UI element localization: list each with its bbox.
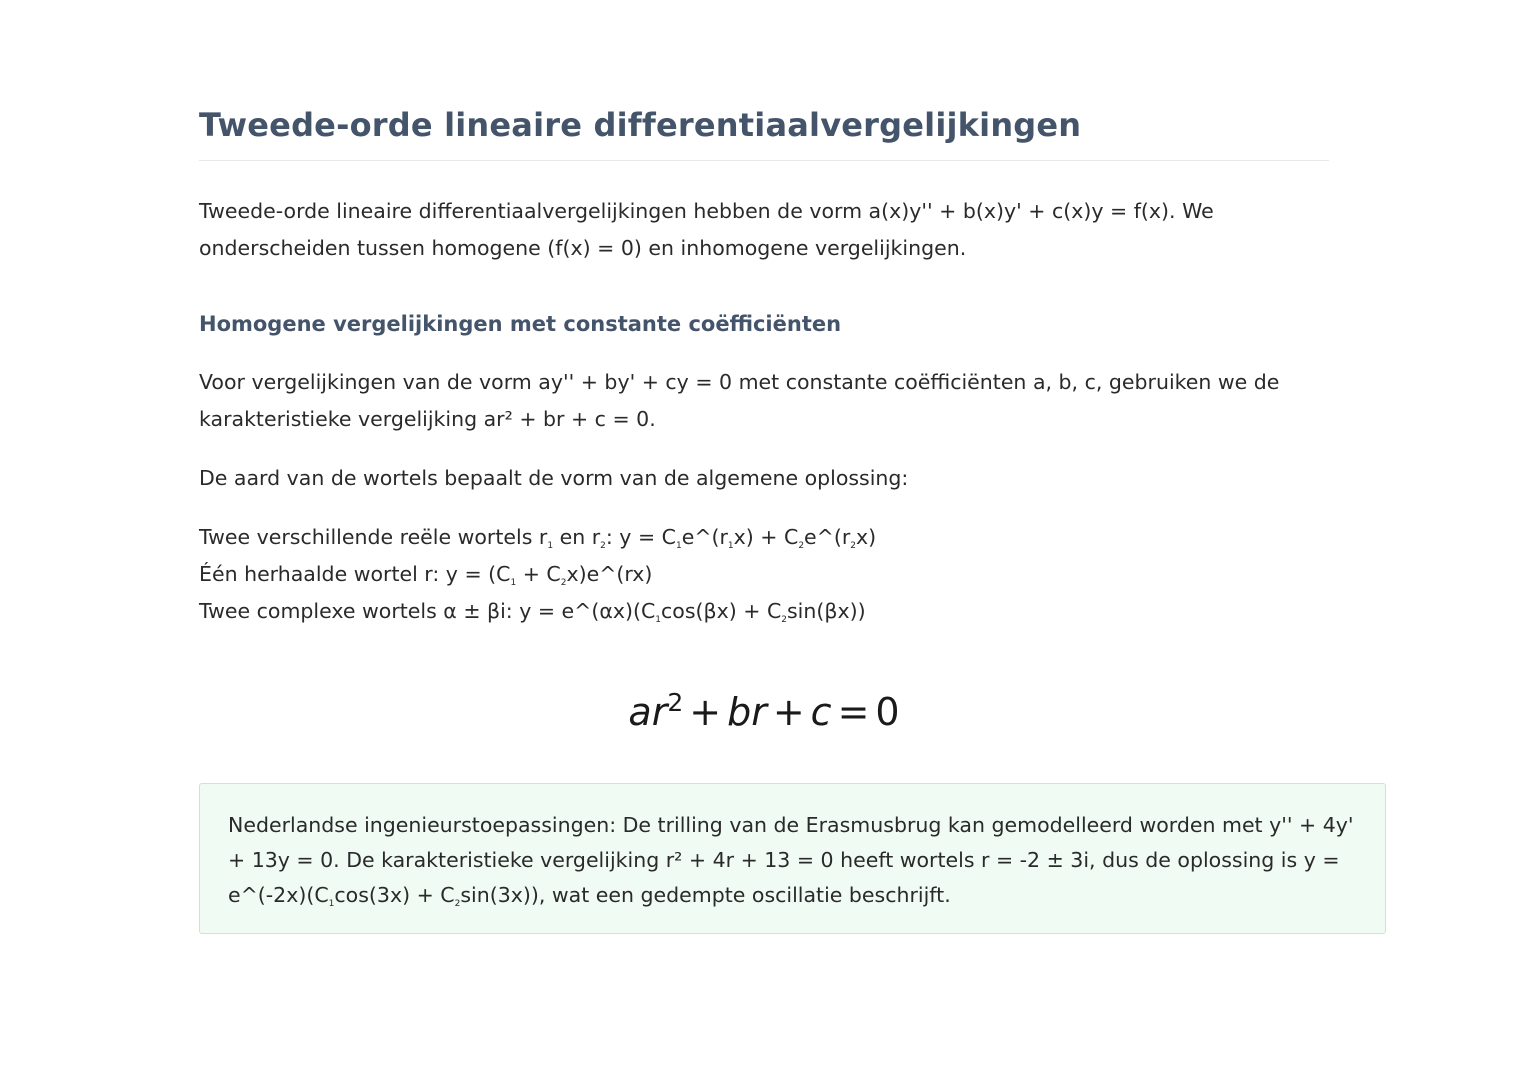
case-real-roots: Twee verschillende reële wortels $r_1$ en $r_2$: $y = C_1e\^{}(r_1x)$ + $C_2e\^{}(r_2x)$ bbox=[199, 525, 877, 551]
solution-cases-list bbox=[199, 519, 1329, 630]
intro-paragraph: Tweede-orde lineaire differentiaalvergelijkingen hebben de vorm a(x)y'' + b(x)y' + c(x)y = f(x). We onderscheiden tussen homogene (f(x) = 0) en inhomogene vergelijkingen. bbox=[199, 199, 1214, 260]
application-note-box bbox=[199, 783, 1386, 934]
section-heading: Homogene vergelijkingen met constante coëfficiënten bbox=[199, 312, 842, 336]
paragraph-characteristic: Voor vergelijkingen van de vorm ay'' + by' + cy = 0 met constante coëfficiënten a, b, c, gebruiken we de karakteristieke vergelijking ar² + br + c = 0. bbox=[199, 370, 1280, 431]
paragraph-roots-nature: De aard van de wortels bepaalt de vorm van de algemene oplossing: bbox=[199, 466, 909, 490]
page-title: Tweede-orde lineaire differentiaalvergelijkingen bbox=[199, 100, 1329, 161]
article bbox=[199, 100, 1329, 737]
application-note-text: Nederlandse ingenieurstoepassingen: De trilling van de Erasmusbrug kan gemodelleerd worden met y'' + 4y' + 13y = 0. De karakteristieke vergelijking r² + 4r + 13 = 0 heeft wortels r = -2 ± 3i, dus de oplossing is $y = e\^{}(-2x)(C_1\cos(3x) + C_2\sin(3x))$, wat een gedempte oscillatie beschrijft. bbox=[228, 813, 1354, 909]
case-repeated-root: Één herhaalde wortel r: $y = (C_1$ + $C_2x)e\^{}(rx)$ bbox=[199, 562, 653, 588]
characteristic-equation-formula: $ar^2$ + br + c = 0 bbox=[628, 688, 900, 734]
case-complex-roots: Twee complexe wortels α ± βi: $y = e\^{}(\alpha x)(C_1\cos(\beta x) + C_2\sin(\beta x))$ bbox=[199, 599, 866, 625]
